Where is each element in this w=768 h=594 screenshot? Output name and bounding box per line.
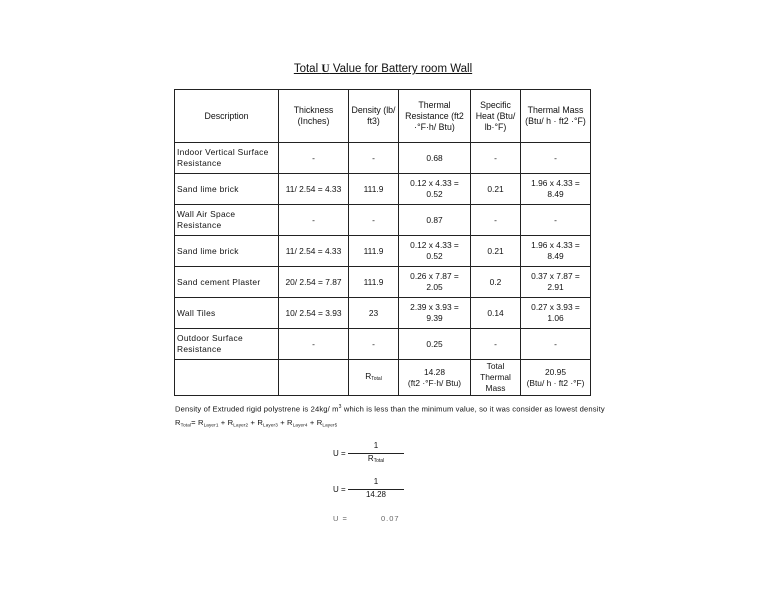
table-cell: -: [349, 205, 399, 236]
table-cell: 0.26 x 7.87 = 2.05: [399, 267, 471, 298]
table-cell: 0.12 x 4.33 = 0.52: [399, 236, 471, 267]
table-cell: Wall Air Space Resistance: [175, 205, 279, 236]
column-header: Thickness (Inches): [279, 90, 349, 143]
table-cell: 0.27 x 3.93 = 1.06: [521, 298, 591, 329]
table-cell: 0.2: [471, 267, 521, 298]
total-thermal-mass-value: 20.95 (Btu/ h · ft2 ·°F): [521, 360, 591, 396]
table-cell: Sand cement Plaster: [175, 267, 279, 298]
table-cell: Sand lime brick: [175, 236, 279, 267]
title-prefix: Total: [293, 63, 322, 75]
table-cell: 23: [349, 298, 399, 329]
r-total-value: 14.28 (ft2 ·°F·h/ Btu): [399, 360, 471, 396]
table-cell: -: [279, 329, 349, 360]
table-cell: 0.14: [471, 298, 521, 329]
table-cell: -: [471, 329, 521, 360]
title-symbol: U: [321, 63, 330, 75]
table-row: [175, 298, 591, 329]
table-cell: 20/ 2.54 = 7.87: [279, 267, 349, 298]
title-suffix: Value for Battery room Wall: [329, 63, 473, 75]
density-note: Density of Extruded rigid polystrene is 24kg/ $m^3$ which is less than the minimum value, so it was consider as lowest density: [175, 404, 605, 414]
table-cell: Indoor Vertical Surface Resistance: [175, 143, 279, 174]
u-formula: U = 1 $R_{Total}$: [333, 441, 403, 467]
column-header: Density (lb/ ft3): [349, 90, 399, 143]
table-cell: [175, 360, 279, 396]
column-header: Specific Heat (Btu/ lb·°F): [471, 90, 521, 143]
table-cell: -: [471, 143, 521, 174]
table-cell: Sand lime brick: [175, 174, 279, 205]
table-total-row: [175, 360, 591, 396]
table-cell: 10/ 2.54 = 3.93: [279, 298, 349, 329]
table-row: [175, 143, 591, 174]
table-cell: 0.12 x 4.33 = 0.52: [399, 174, 471, 205]
table-cell: 1.96 x 4.33 = 8.49: [521, 236, 591, 267]
table-cell: Wall Tiles: [175, 298, 279, 329]
table-row: [175, 329, 591, 360]
table-cell: [279, 360, 349, 396]
page-title: [174, 63, 592, 75]
column-header: Thermal Mass (Btu/ h · ft2 ·°F): [521, 90, 591, 143]
u-value-table: [174, 89, 591, 396]
table-header-row: [175, 90, 591, 143]
table-cell: 11/ 2.54 = 4.33: [279, 236, 349, 267]
u-result-value: 0.07: [381, 514, 400, 523]
table-row: [175, 236, 591, 267]
table-cell: 0.21: [471, 174, 521, 205]
table-cell: -: [471, 205, 521, 236]
table-row: [175, 267, 591, 298]
r-total-sum-equation: RTotal= RLayer1 + RLayer2 + RLayer3 + RLayer4 + RLayer5: [175, 418, 338, 428]
table-cell: -: [521, 329, 591, 360]
column-header: Thermal Resistance (ft2 ·°F·h/ Btu): [399, 90, 471, 143]
table-row: [175, 174, 591, 205]
table-cell: 1.96 x 4.33 = 8.49: [521, 174, 591, 205]
column-header: Description: [175, 90, 279, 143]
table-cell: 111.9: [349, 267, 399, 298]
table-cell: -: [279, 205, 349, 236]
total-thermal-mass-label: Total Thermal Mass: [471, 360, 521, 396]
table-cell: 11/ 2.54 = 4.33: [279, 174, 349, 205]
table-cell: 111.9: [349, 236, 399, 267]
table-cell: 0.87: [399, 205, 471, 236]
table-cell: -: [521, 205, 591, 236]
table-cell: 0.25: [399, 329, 471, 360]
table-cell: -: [349, 143, 399, 174]
r-total-label: $R_{Total}$: [349, 360, 399, 396]
table-cell: -: [521, 143, 591, 174]
table-cell: 0.37 x 7.87 = 2.91: [521, 267, 591, 298]
table-cell: Outdoor Surface Resistance: [175, 329, 279, 360]
table-row: [175, 205, 591, 236]
table-cell: 2.39 x 3.93 = 9.39: [399, 298, 471, 329]
table-cell: 0.21: [471, 236, 521, 267]
table-cell: 111.9: [349, 174, 399, 205]
u-formula-substituted: U = 1 14.28: [333, 477, 403, 503]
u-result-label: U =: [333, 514, 348, 523]
table-cell: 0.68: [399, 143, 471, 174]
table-cell: -: [349, 329, 399, 360]
table-cell: -: [279, 143, 349, 174]
